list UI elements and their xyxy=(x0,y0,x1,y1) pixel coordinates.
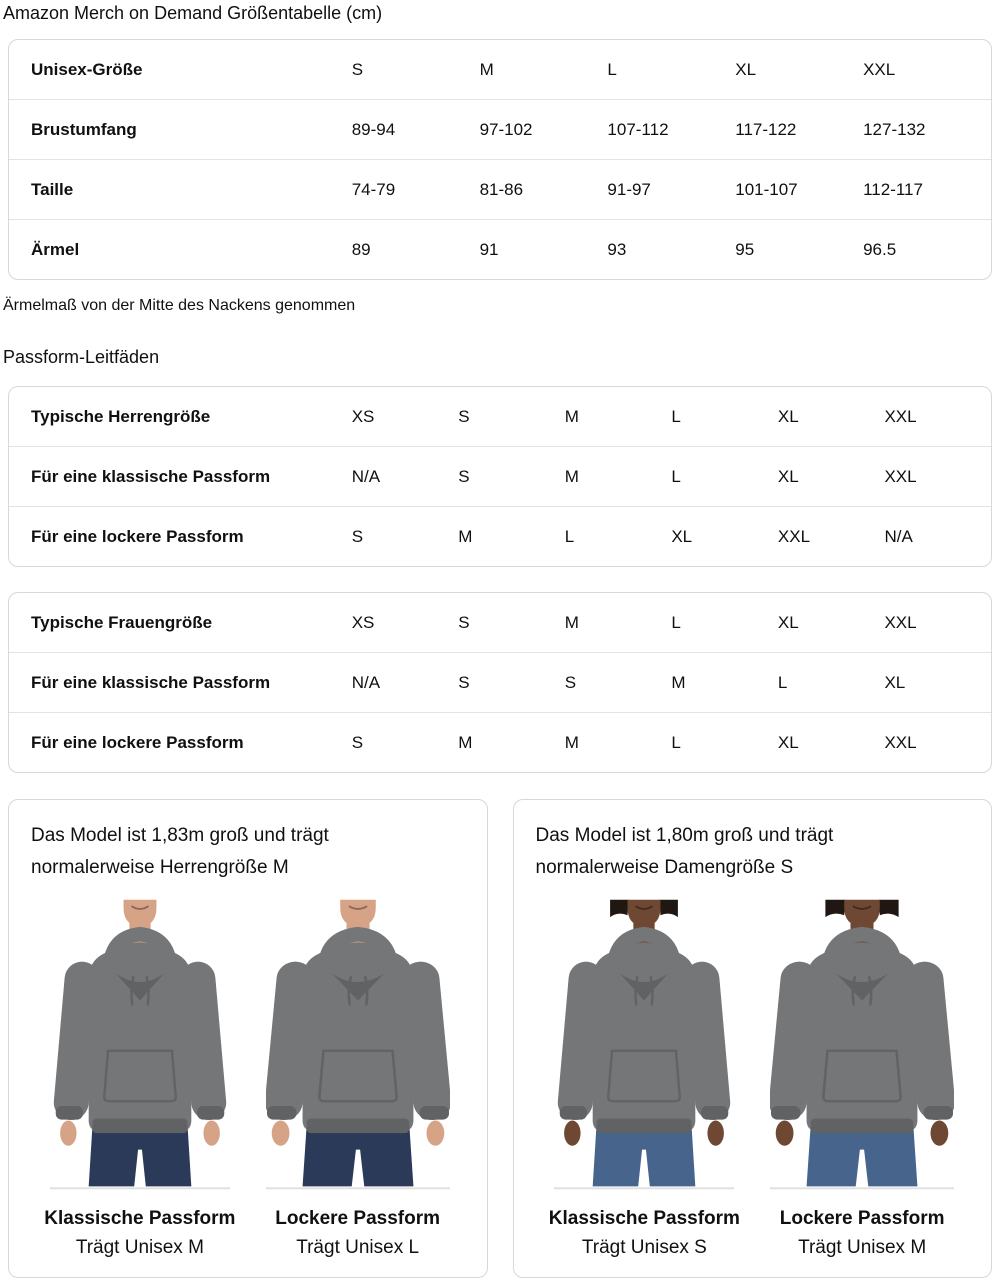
cell-value: S xyxy=(458,613,470,632)
right-hand xyxy=(426,1121,444,1146)
cell-value: L xyxy=(671,712,778,772)
cell-value: L xyxy=(607,60,617,79)
cell-value: M xyxy=(479,60,494,79)
table-row xyxy=(9,159,991,219)
figure-classic-fit xyxy=(31,899,249,1263)
cell-value: L xyxy=(778,652,885,712)
hem-band xyxy=(92,1119,187,1134)
card-description: Das Model ist 1,83m groß und trägt normalerweise Herrengröße M xyxy=(31,825,329,878)
cell-value: 127-132 xyxy=(863,99,991,159)
right-hand xyxy=(708,1121,724,1146)
row-label: Unisex-Größe xyxy=(31,60,143,79)
right-cuff xyxy=(702,1106,729,1120)
cell-value: N/A xyxy=(352,446,459,506)
right-cuff xyxy=(197,1106,224,1120)
jeans xyxy=(89,1124,192,1186)
row-label: Typische Frauengröße xyxy=(31,613,213,632)
right-hand xyxy=(931,1121,949,1146)
cell-value: L xyxy=(671,407,681,426)
cell-value: S xyxy=(458,652,565,712)
cell-value: 89 xyxy=(352,219,480,279)
cell-value: 91-97 xyxy=(607,159,735,219)
card-description: Das Model ist 1,80m groß und trägt normalerweise Damengröße S xyxy=(535,825,834,878)
male-classic-model-photo xyxy=(48,899,232,1191)
table-row xyxy=(9,219,991,279)
wears-label: Trägt Unisex L xyxy=(296,1237,420,1258)
table-row xyxy=(9,99,991,159)
cell-value: 89-94 xyxy=(352,99,480,159)
table-row xyxy=(9,446,991,506)
photo-bottom-edge xyxy=(266,1187,450,1189)
cell-value: M xyxy=(564,613,579,632)
cell-value: XXL xyxy=(778,506,885,566)
cell-value: 93 xyxy=(607,219,735,279)
left-hand xyxy=(776,1121,794,1146)
cell-value: S xyxy=(458,446,565,506)
cell-value: XL xyxy=(884,652,991,712)
cell-value: L xyxy=(671,613,681,632)
mens-fit-table xyxy=(8,386,992,567)
cell-value: XL xyxy=(778,446,885,506)
cell-value: M xyxy=(565,446,672,506)
cell-value: 95 xyxy=(735,219,863,279)
cell-value: S xyxy=(565,652,672,712)
table-row xyxy=(9,40,991,99)
male-model-card xyxy=(8,799,488,1278)
table-row xyxy=(9,593,991,652)
left-cuff xyxy=(56,1106,83,1120)
unisex-size-table xyxy=(8,39,992,280)
cell-value: N/A xyxy=(884,506,991,566)
cell-value: XL xyxy=(735,60,757,79)
cell-value: M xyxy=(458,712,565,772)
womens-fit-table xyxy=(8,592,992,773)
figure-captions xyxy=(44,1205,235,1263)
row-label: Ärmel xyxy=(9,219,352,279)
row-label: Für eine lockere Passform xyxy=(9,712,352,772)
figure-loose-fit xyxy=(249,899,467,1263)
female-model-card xyxy=(513,799,993,1278)
cell-value: S xyxy=(352,506,459,566)
cell-value: XXL xyxy=(884,446,991,506)
jeans xyxy=(807,1124,918,1186)
table-row xyxy=(9,387,991,446)
wears-label: Trägt Unisex M xyxy=(75,1237,204,1258)
cell-value: 117-122 xyxy=(735,99,863,159)
cell-value: 107-112 xyxy=(607,99,735,159)
row-label: Brustumfang xyxy=(9,99,352,159)
photo-bottom-edge xyxy=(770,1187,954,1189)
left-hand xyxy=(271,1121,289,1146)
figure-captions xyxy=(780,1205,945,1263)
cell-value: XXL xyxy=(884,613,917,632)
model-cards-row xyxy=(8,799,992,1278)
cell-value: XL xyxy=(671,506,778,566)
figures-row xyxy=(536,899,972,1263)
hem-band xyxy=(306,1119,408,1134)
row-label: Für eine klassische Passform xyxy=(9,446,352,506)
cell-value: L xyxy=(671,446,778,506)
row-label: Taille xyxy=(9,159,352,219)
hem-band xyxy=(597,1119,692,1134)
cell-value: S xyxy=(458,407,470,426)
cell-value: S xyxy=(352,712,459,772)
left-hand xyxy=(60,1121,76,1146)
figure-captions xyxy=(549,1205,740,1263)
cell-value: 112-117 xyxy=(863,159,991,219)
fit-label: Klassische Passform xyxy=(548,1208,740,1229)
cell-value: S xyxy=(351,60,364,79)
cell-value: 97-102 xyxy=(480,99,608,159)
jeans xyxy=(302,1124,413,1186)
left-cuff xyxy=(560,1106,587,1120)
female-classic-model-photo xyxy=(552,899,736,1191)
photo-bottom-edge xyxy=(50,1187,230,1189)
right-hand xyxy=(203,1121,219,1146)
right-cuff xyxy=(924,1106,953,1120)
left-cuff xyxy=(267,1106,296,1120)
cell-value: XXL xyxy=(884,712,991,772)
row-label: Für eine klassische Passform xyxy=(9,652,352,712)
cell-value: XS xyxy=(351,407,375,426)
female-loose-model-photo xyxy=(770,899,954,1191)
sleeve-measure-note: Ärmelmaß von der Mitte des Nackens genommen xyxy=(3,297,356,314)
fit-label: Lockere Passform xyxy=(779,1208,945,1229)
wears-label: Trägt Unisex M xyxy=(798,1237,927,1258)
left-cuff xyxy=(771,1106,800,1120)
figure-captions xyxy=(275,1205,440,1263)
cell-value: M xyxy=(565,712,672,772)
male-loose-model-photo xyxy=(266,899,450,1191)
cell-value: XL xyxy=(777,407,799,426)
wears-label: Trägt Unisex S xyxy=(581,1237,707,1258)
fit-label: Lockere Passform xyxy=(275,1208,440,1229)
table-row xyxy=(9,712,991,772)
cell-value: XXL xyxy=(863,60,896,79)
page-title: Amazon Merch on Demand Größentabelle (cm) xyxy=(3,3,383,23)
right-cuff xyxy=(419,1106,448,1120)
fit-label: Klassische Passform xyxy=(44,1208,236,1229)
photo-bottom-edge xyxy=(554,1187,734,1189)
cell-value: XXL xyxy=(884,407,917,426)
cell-value: L xyxy=(565,506,672,566)
table-row xyxy=(9,652,991,712)
left-hand xyxy=(564,1121,580,1146)
cell-value: M xyxy=(458,506,565,566)
row-label: Für eine lockere Passform xyxy=(9,506,352,566)
table-row xyxy=(9,506,991,566)
jeans xyxy=(593,1124,696,1186)
cell-value: XL xyxy=(778,712,885,772)
row-label: Typische Herrengröße xyxy=(31,407,211,426)
fit-guides-heading: Passform-Leitfäden xyxy=(3,347,160,367)
hem-band xyxy=(811,1119,913,1134)
cell-value: 101-107 xyxy=(735,159,863,219)
cell-value: M xyxy=(564,407,579,426)
cell-value: XL xyxy=(777,613,799,632)
cell-value: 81-86 xyxy=(480,159,608,219)
figure-loose-fit xyxy=(753,899,971,1263)
cell-value: N/A xyxy=(352,652,459,712)
cell-value: 74-79 xyxy=(352,159,480,219)
cell-value: 91 xyxy=(480,219,608,279)
cell-value: M xyxy=(671,652,778,712)
figures-row xyxy=(31,899,467,1263)
cell-value: XS xyxy=(351,613,375,632)
cell-value: 96.5 xyxy=(863,219,991,279)
figure-classic-fit xyxy=(536,899,754,1263)
